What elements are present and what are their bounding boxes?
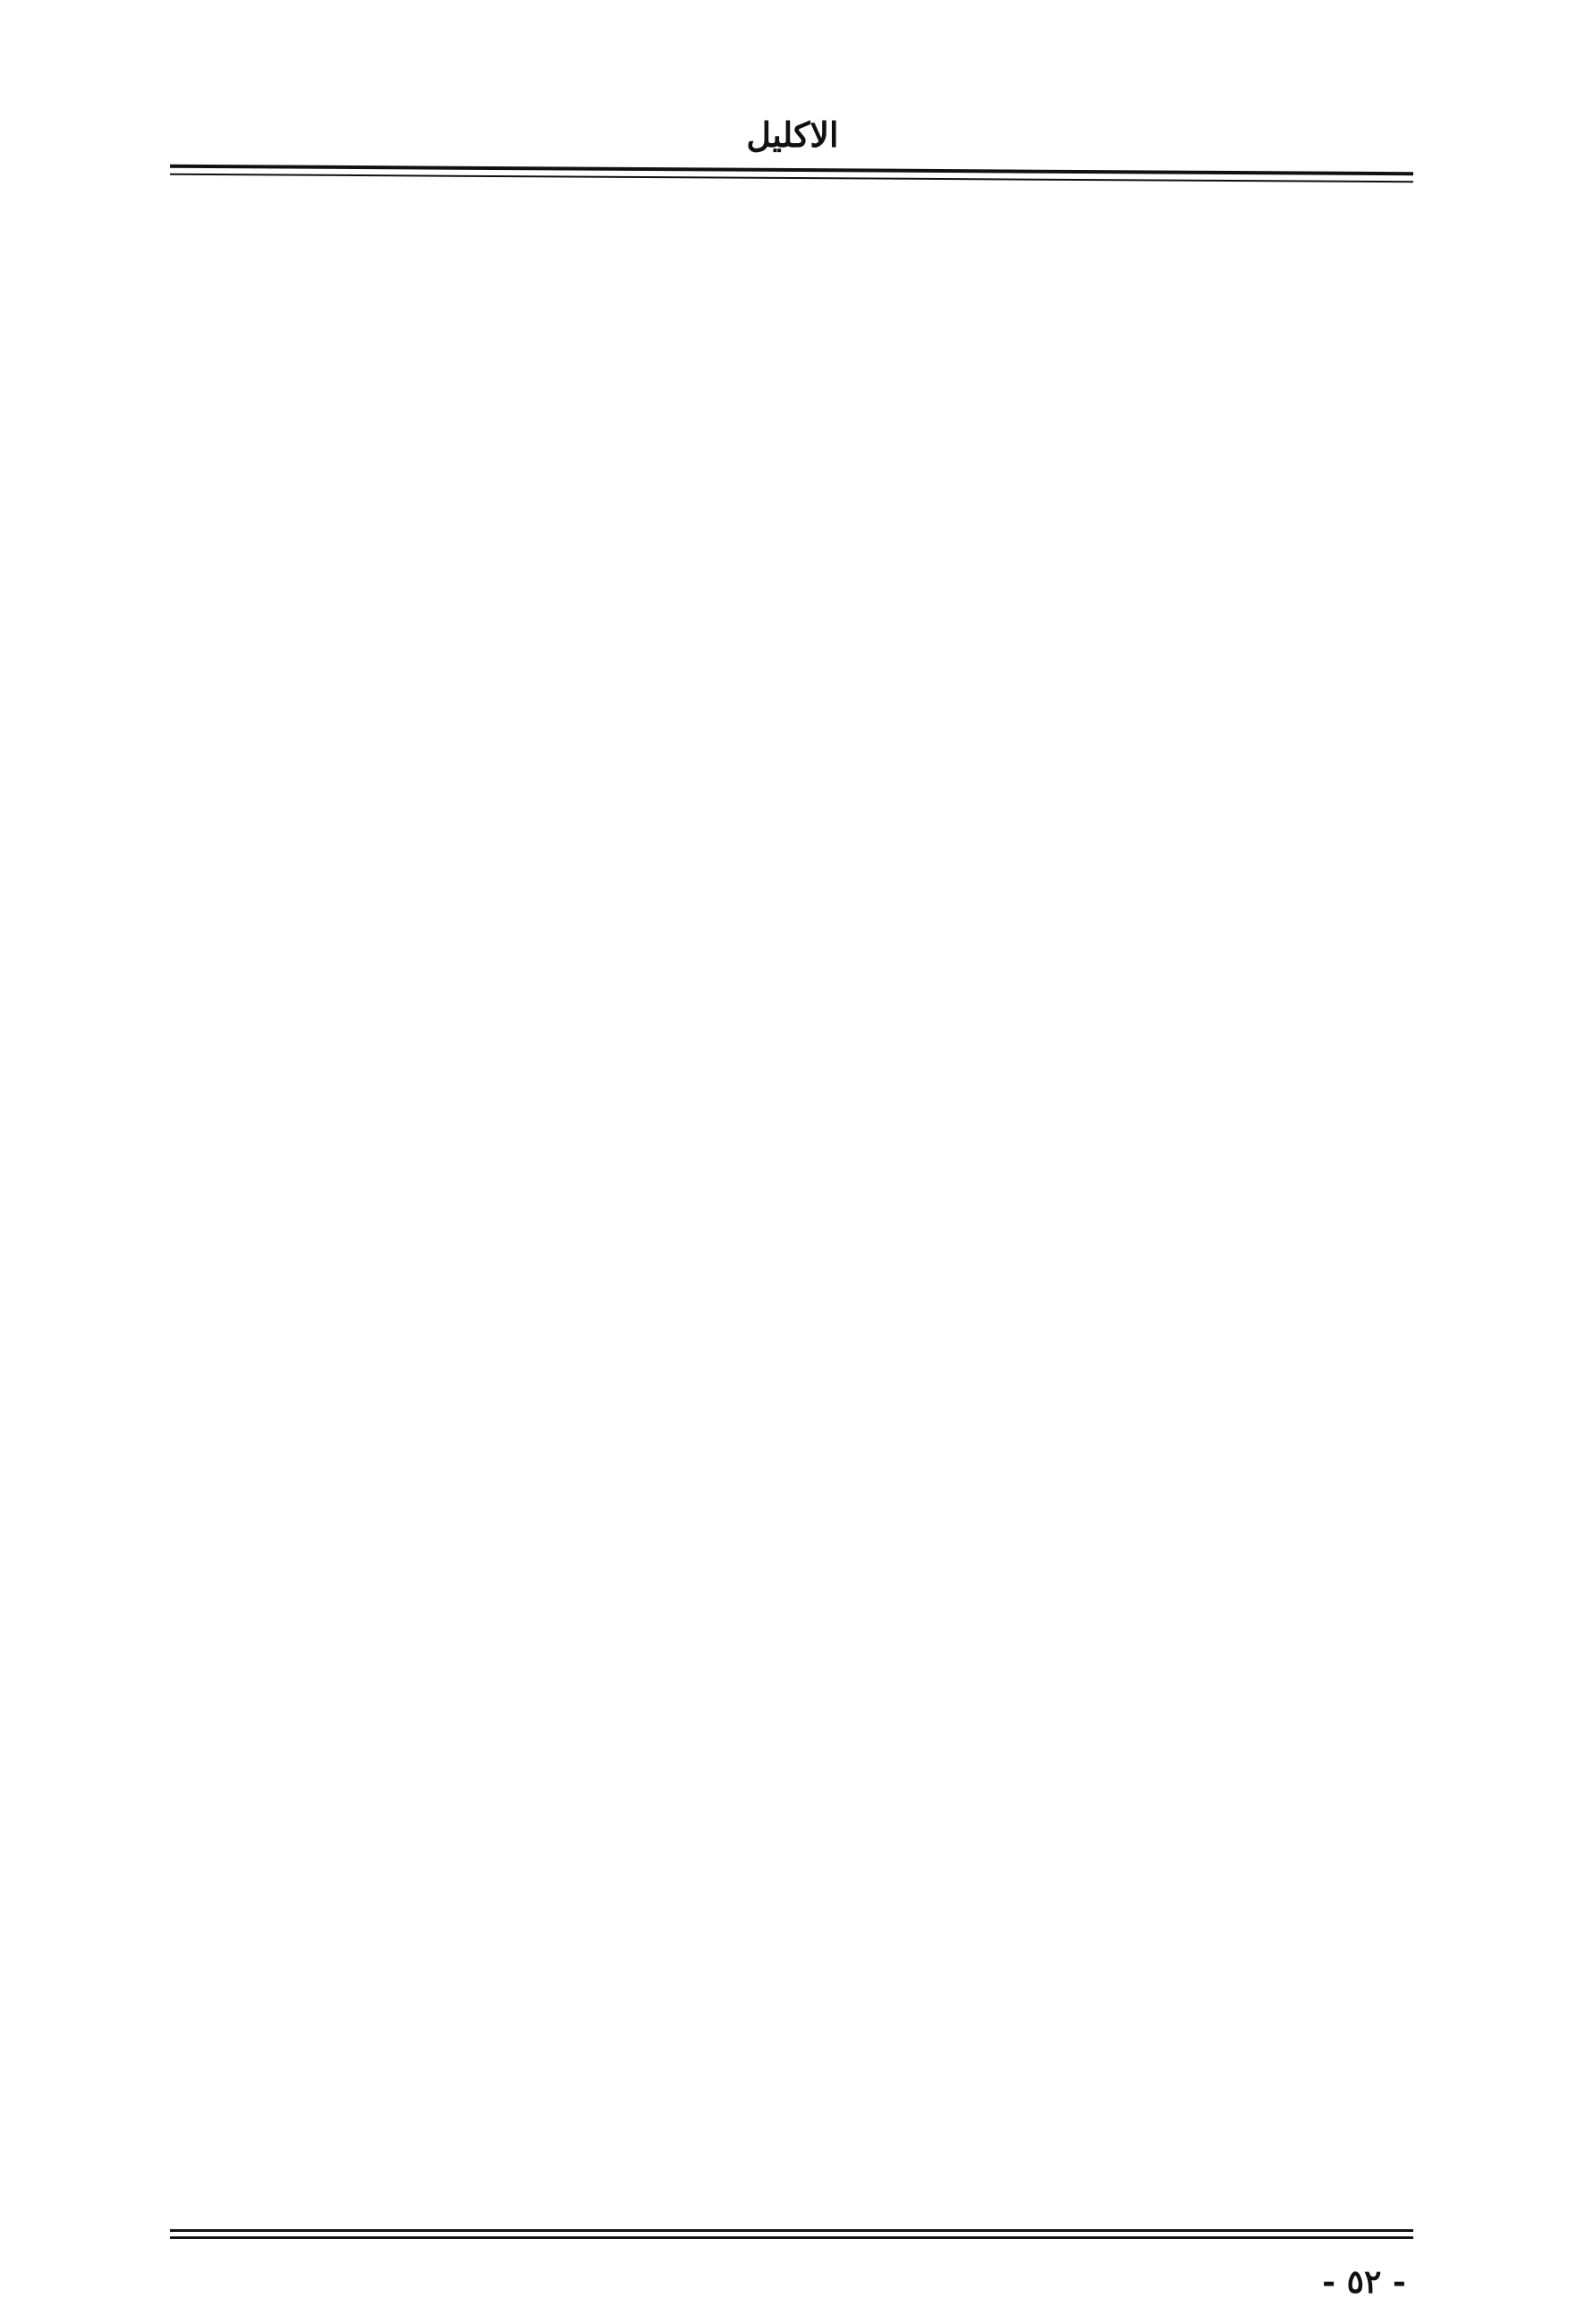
body-text (192, 183, 1439, 2226)
header-rule-thin (170, 174, 1413, 182)
footer-rule-bottom (170, 2236, 1413, 2239)
footer-rule-top (170, 2229, 1413, 2232)
page-number: - ٥٢ - (1322, 2263, 1406, 2301)
running-header-title: الاكليل (746, 115, 839, 155)
